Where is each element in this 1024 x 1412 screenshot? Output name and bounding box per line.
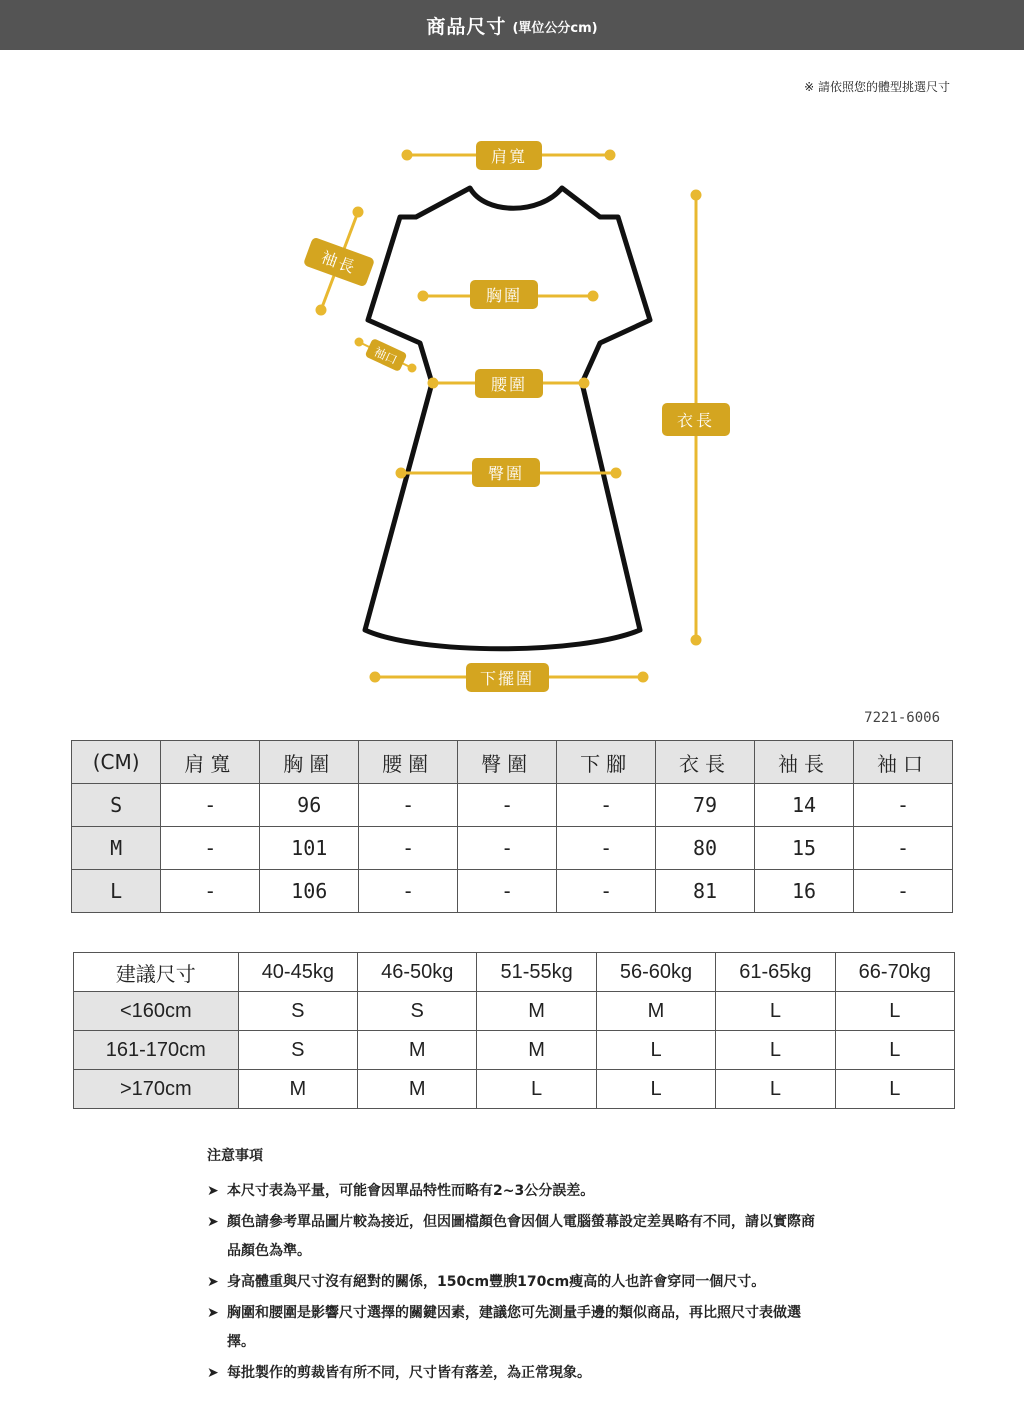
label-shoulder: [476, 141, 542, 170]
table-cell: M: [596, 992, 715, 1031]
table-cell: S: [358, 992, 477, 1031]
table-row: [72, 827, 953, 870]
arrow-icon: ➤: [207, 1274, 219, 1290]
svg-text:袖長: 袖長: [318, 247, 359, 278]
note-item: [207, 1299, 827, 1357]
size-note: ※ 請依照您的體型挑選尺寸: [804, 80, 950, 94]
header-cell: 46-50kg: [358, 953, 477, 992]
header-cell: 66-70kg: [835, 953, 954, 992]
note-item: [207, 1208, 827, 1266]
label-waist: [475, 369, 543, 398]
height-label: >170cm: [74, 1070, 239, 1109]
arrow-icon: ➤: [207, 1183, 219, 1199]
note-item: [207, 1359, 827, 1388]
header-cell: 61-65kg: [716, 953, 835, 992]
table-cell: 16: [755, 870, 854, 913]
table-row: [74, 1031, 955, 1070]
table-cell: -: [853, 784, 952, 827]
table-cell: -: [359, 870, 458, 913]
table-cell: -: [458, 827, 557, 870]
table-cell: M: [477, 992, 596, 1031]
table-cell: -: [853, 827, 952, 870]
header-cell: 肩寬: [161, 741, 260, 784]
table-row: [72, 870, 953, 913]
table-cell: L: [596, 1070, 715, 1109]
svg-text:臀圍: 臀圍: [487, 464, 525, 483]
table-cell: 96: [260, 784, 359, 827]
label-hip: [472, 458, 540, 487]
table-cell: L: [835, 992, 954, 1031]
header-cell: 腰圍: [359, 741, 458, 784]
dress-svg: [0, 120, 1024, 700]
header-cell: 51-55kg: [477, 953, 596, 992]
svg-text:下擺圍: 下擺圍: [479, 669, 535, 688]
table-cell: 81: [656, 870, 755, 913]
size-label: M: [72, 827, 161, 870]
size-table: [71, 740, 953, 913]
table-cell: M: [358, 1031, 477, 1070]
note-text: 身高體重與尺寸沒有絕對的關係，150cm豐腴170cm瘦高的人也許會穿同一個尺寸。: [227, 1274, 766, 1290]
note-text: 每批製作的剪裁皆有所不同，尺寸皆有落差，為正常現象。: [227, 1365, 591, 1381]
header-cell: 胸圍: [260, 741, 359, 784]
label-length: [662, 403, 730, 436]
table-cell: S: [238, 1031, 357, 1070]
unit-label: (單位公分cm): [512, 21, 598, 36]
svg-text:胸圍: 胸圍: [485, 286, 523, 305]
label-sleeve-length: [303, 237, 375, 288]
table-cell: -: [557, 827, 656, 870]
table-cell: L: [477, 1070, 596, 1109]
height-label: <160cm: [74, 992, 239, 1031]
table-cell: -: [161, 870, 260, 913]
table-cell: -: [557, 784, 656, 827]
table-cell: M: [477, 1031, 596, 1070]
table-cell: -: [161, 784, 260, 827]
svg-text:衣長: 衣長: [676, 411, 716, 430]
table-cell: -: [359, 827, 458, 870]
page-title: 商品尺寸: [426, 15, 507, 38]
header-cell: 建議尺寸: [74, 953, 239, 992]
arrow-icon: ➤: [207, 1365, 219, 1381]
table-cell: M: [358, 1070, 477, 1109]
table-cell: M: [238, 1070, 357, 1109]
table-cell: -: [359, 784, 458, 827]
note-text: 顏色請參考單品圖片較為接近，但因圖檔顏色會因個人電腦螢幕設定差異略有不同，請以實際商品顏色為準。: [227, 1214, 815, 1259]
header-bar: [0, 0, 1024, 50]
note-item: [207, 1177, 827, 1206]
product-code: 7221-6006: [864, 710, 940, 726]
header-cell: 袖口: [853, 741, 952, 784]
table-cell: L: [835, 1031, 954, 1070]
notes-section: [207, 1145, 827, 1390]
table-cell: L: [835, 1070, 954, 1109]
table-header-row: [72, 741, 953, 784]
svg-text:肩寬: 肩寬: [490, 147, 528, 166]
table-cell: -: [557, 870, 656, 913]
table-cell: 15: [755, 827, 854, 870]
table-cell: 79: [656, 784, 755, 827]
table-cell: 101: [260, 827, 359, 870]
table-cell: S: [238, 992, 357, 1031]
svg-text:腰圍: 腰圍: [490, 375, 528, 394]
label-chest: [470, 280, 538, 309]
size-label: S: [72, 784, 161, 827]
header-cell: 40-45kg: [238, 953, 357, 992]
label-cuff: [365, 338, 408, 372]
table-row: [72, 784, 953, 827]
svg-text:袖口: 袖口: [371, 344, 400, 368]
table-header-row: [74, 953, 955, 992]
header-cell: 56-60kg: [596, 953, 715, 992]
table-cell: -: [458, 784, 557, 827]
header-cell: 衣長: [656, 741, 755, 784]
note-text: 胸圍和腰圍是影響尺寸選擇的關鍵因素，建議您可先測量手邊的類似商品，再比照尺寸表做選擇。: [227, 1305, 801, 1350]
notes-title: 注意事項: [207, 1148, 263, 1164]
table-row: [74, 1070, 955, 1109]
dress-diagram: [0, 120, 1024, 700]
table-cell: 14: [755, 784, 854, 827]
header-cell: 臀圍: [458, 741, 557, 784]
table-cell: L: [716, 1070, 835, 1109]
size-label: L: [72, 870, 161, 913]
table-cell: 106: [260, 870, 359, 913]
label-hem: [466, 663, 549, 692]
table-cell: -: [458, 870, 557, 913]
header-cell: (CM): [72, 741, 161, 784]
table-cell: 80: [656, 827, 755, 870]
note-item: [207, 1268, 827, 1297]
note-text: 本尺寸表為平量，可能會因單品特性而略有2~3公分誤差。: [227, 1183, 595, 1199]
arrow-icon: ➤: [207, 1214, 219, 1230]
header-cell: 袖長: [755, 741, 854, 784]
header-cell: 下腳: [557, 741, 656, 784]
table-row: [74, 992, 955, 1031]
arrow-icon: ➤: [207, 1305, 219, 1321]
table-cell: L: [596, 1031, 715, 1070]
height-label: 161-170cm: [74, 1031, 239, 1070]
table-cell: L: [716, 1031, 835, 1070]
table-cell: L: [716, 992, 835, 1031]
dress-outline: [365, 188, 650, 649]
table-cell: -: [161, 827, 260, 870]
recommendation-table: [73, 952, 955, 1109]
table-cell: -: [853, 870, 952, 913]
